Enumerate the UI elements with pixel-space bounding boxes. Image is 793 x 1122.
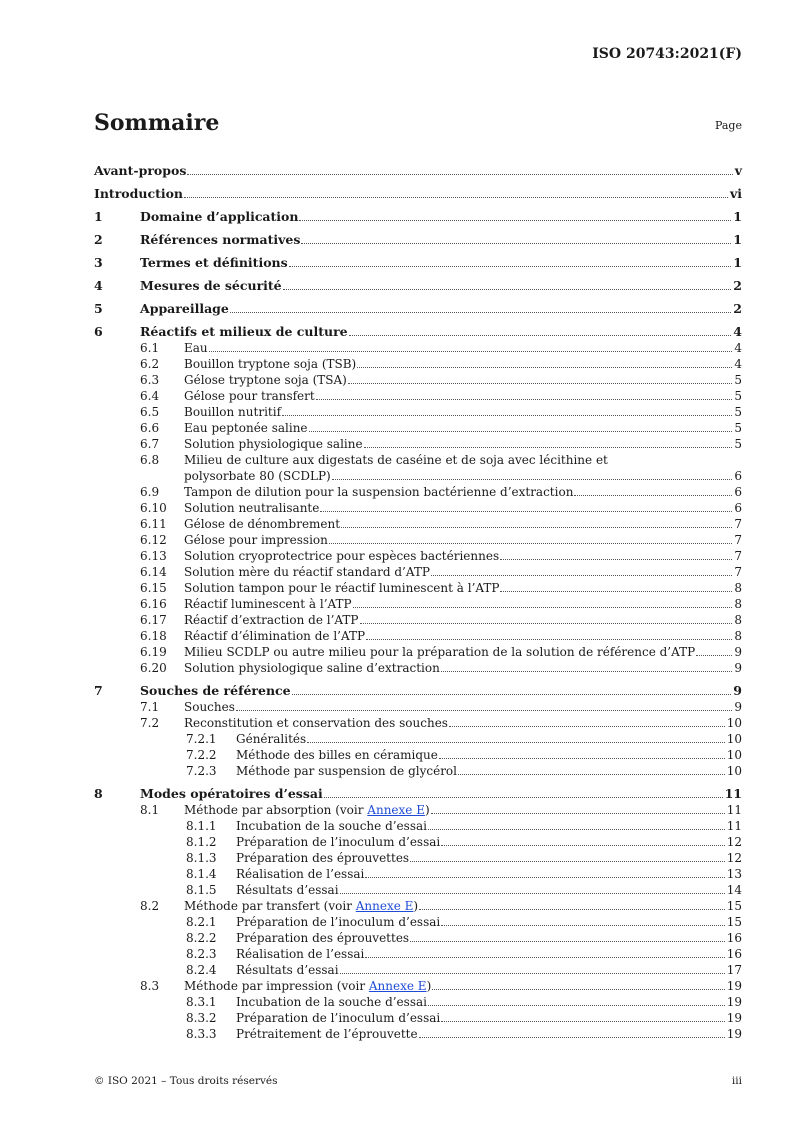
- toc-entry-subsection[interactable]: [94, 500, 742, 516]
- toc-title: Références normatives: [140, 232, 301, 247]
- toc-entry-section[interactable]: [94, 278, 742, 294]
- toc-page-number: 19: [726, 1027, 742, 1041]
- toc-entry-subsubsection[interactable]: [94, 731, 742, 747]
- toc-entry-line2[interactable]: [94, 468, 742, 484]
- toc-number: 6.2: [140, 357, 160, 371]
- toc-page-number: 7: [734, 517, 742, 531]
- toc-entry-subsubsection[interactable]: [94, 994, 742, 1010]
- toc-entry-subsubsection[interactable]: [94, 818, 742, 834]
- toc-page-number: 5: [734, 437, 742, 451]
- toc-page-number: 4: [733, 324, 742, 339]
- dot-leader: [360, 623, 733, 624]
- toc-entry-section[interactable]: [94, 255, 742, 271]
- toc-entry-subsection[interactable]: [94, 548, 742, 564]
- toc-title: Méthode par absorption (voir Annexe E): [184, 803, 430, 817]
- dot-leader: [209, 351, 733, 352]
- toc-number: 6.1: [140, 341, 160, 355]
- toc-entry-subsection[interactable]: [94, 628, 742, 644]
- toc-title: Préparation de l’inoculum d’essai: [236, 835, 441, 849]
- toc-number: 8.2.3: [186, 947, 217, 961]
- toc-title: Prétraitement de l’éprouvette: [236, 1027, 418, 1041]
- table-of-contents: [94, 156, 742, 1042]
- dot-leader: [236, 710, 732, 711]
- toc-title: Introduction: [94, 186, 184, 201]
- toc-page-number: 19: [726, 1011, 742, 1025]
- toc-page-number: 7: [734, 549, 742, 563]
- toc-entry-subsection[interactable]: [94, 532, 742, 548]
- toc-entry-section[interactable]: [94, 232, 742, 248]
- toc-entry-subsubsection[interactable]: [94, 747, 742, 763]
- dot-leader: [364, 447, 733, 448]
- toc-number: 7.2: [140, 716, 160, 730]
- toc-title: Gélose pour impression: [184, 533, 328, 547]
- toc-entry-line1[interactable]: [94, 452, 742, 468]
- toc-entry-subsection[interactable]: [94, 340, 742, 356]
- page-column-label: Page: [714, 119, 742, 132]
- toc-title: Résultats d’essai: [236, 883, 339, 897]
- toc-entry-front[interactable]: [94, 186, 742, 202]
- dot-leader: [419, 1037, 725, 1038]
- toc-entry-subsubsection[interactable]: [94, 914, 742, 930]
- dot-leader: [365, 877, 724, 878]
- toc-page-number: 8: [734, 629, 742, 643]
- dot-leader: [449, 726, 725, 727]
- annex-link[interactable]: Annexe E: [367, 803, 425, 817]
- toc-page-number: 2: [733, 301, 742, 316]
- toc-page-number: 5: [734, 421, 742, 435]
- toc-title: Méthode par suspension de glycérol: [236, 764, 457, 778]
- page-title: Sommaire: [94, 110, 220, 136]
- toc-entry-subsection[interactable]: [94, 596, 742, 612]
- toc-page-number: 6: [734, 501, 742, 515]
- toc-number: 8.3: [140, 979, 160, 993]
- dot-leader: [332, 479, 733, 480]
- toc-number: 5: [94, 301, 103, 316]
- toc-title: Préparation des éprouvettes: [236, 851, 410, 865]
- toc-entry-subsection[interactable]: [94, 660, 742, 676]
- dot-leader: [696, 655, 732, 656]
- toc-number: 8.2.2: [186, 931, 217, 945]
- toc-page-number: 1: [733, 209, 742, 224]
- toc-entry-subsubsection[interactable]: [94, 930, 742, 946]
- dot-leader: [309, 431, 733, 432]
- toc-number: 6: [94, 324, 103, 339]
- toc-entry-subsection[interactable]: [94, 612, 742, 628]
- toc-number: 7: [94, 683, 103, 698]
- toc-entry-subsection[interactable]: [94, 388, 742, 404]
- toc-title: Solution neutralisante: [184, 501, 320, 515]
- dot-leader: [500, 591, 732, 592]
- toc-number: 6.10: [140, 501, 167, 515]
- dot-leader: [500, 559, 732, 560]
- toc-title: Solution physiologique saline: [184, 437, 363, 451]
- toc-number: 6.17: [140, 613, 167, 627]
- dot-leader: [282, 415, 732, 416]
- toc-title: Réactif d’élimination de l’ATP: [184, 629, 366, 643]
- toc-entry-section[interactable]: [94, 683, 742, 699]
- toc-number: 7.2.1: [186, 732, 217, 746]
- footer-copyright: © ISO 2021 – Tous droits réservés: [94, 1075, 278, 1087]
- toc-page-number: 4: [734, 357, 742, 371]
- dot-leader: [366, 639, 732, 640]
- toc-title: Tampon de dilution pour la suspension bactérienne d’extraction: [184, 485, 574, 499]
- toc-number: 8: [94, 786, 103, 801]
- toc-title: Domaine d’application: [140, 209, 299, 224]
- toc-entry-section[interactable]: [94, 786, 742, 802]
- toc-page-number: 10: [726, 716, 742, 730]
- toc-entry-subsubsection[interactable]: [94, 946, 742, 962]
- toc-page-number: 19: [726, 995, 742, 1009]
- toc-entry-subsubsection[interactable]: [94, 1010, 742, 1026]
- toc-entry-subsection[interactable]: [94, 644, 742, 660]
- dot-leader: [292, 694, 732, 695]
- dot-leader: [441, 845, 724, 846]
- toc-title: Réalisation de l’essai: [236, 947, 365, 961]
- toc-entry-subsection[interactable]: [94, 564, 742, 580]
- toc-page-number: 11: [724, 786, 742, 801]
- dot-leader: [316, 399, 733, 400]
- toc-page-number: 16: [726, 947, 742, 961]
- dot-leader: [289, 266, 732, 267]
- toc-number: 8.2: [140, 899, 160, 913]
- toc-number: 6.3: [140, 373, 160, 387]
- dot-leader: [187, 174, 732, 175]
- toc-title: Préparation de l’inoculum d’essai: [236, 915, 441, 929]
- dot-leader: [353, 607, 733, 608]
- toc-title: Souches: [184, 700, 235, 714]
- toc-title: Méthode par impression (voir Annexe E): [184, 979, 432, 993]
- toc-title: Réactifs et milieux de culture: [140, 324, 348, 339]
- dot-leader: [184, 197, 728, 198]
- toc-title: Gélose tryptone soja (TSA): [184, 373, 347, 387]
- toc-entry-subsubsection[interactable]: [94, 850, 742, 866]
- toc-entry-section[interactable]: [94, 324, 742, 340]
- toc-number: 6.19: [140, 645, 167, 659]
- toc-page-number: 10: [726, 732, 742, 746]
- toc-title: Solution cryoprotectrice pour espèces bactériennes: [184, 549, 500, 563]
- toc-number: 6.12: [140, 533, 167, 547]
- toc-entry-subsection[interactable]: [94, 699, 742, 715]
- dot-leader: [428, 829, 725, 830]
- toc-number: 8.1.3: [186, 851, 217, 865]
- toc-number: 7.1: [140, 700, 160, 714]
- toc-page-number: 7: [734, 565, 742, 579]
- toc-number: 6.4: [140, 389, 160, 403]
- toc-entry-subsection[interactable]: [94, 580, 742, 596]
- toc-number: 6.5: [140, 405, 160, 419]
- toc-page-number: 7: [734, 533, 742, 547]
- toc-number: 4: [94, 278, 103, 293]
- toc-page-number: 4: [734, 341, 742, 355]
- toc-page-number: 14: [726, 883, 742, 897]
- dot-leader: [349, 335, 732, 336]
- dot-leader: [320, 511, 732, 512]
- toc-title: Bouillon nutritif: [184, 405, 282, 419]
- toc-number: 1: [94, 209, 103, 224]
- toc-page-number: 19: [726, 979, 742, 993]
- toc-number: 6.9: [140, 485, 160, 499]
- toc-title: Gélose pour transfert: [184, 389, 315, 403]
- footer-page-number: iii: [731, 1075, 742, 1087]
- toc-page-number: 8: [734, 597, 742, 611]
- dot-leader: [441, 1021, 724, 1022]
- toc-number: 8.1.4: [186, 867, 217, 881]
- toc-entry-subsubsection[interactable]: [94, 866, 742, 882]
- toc-page-number: 5: [734, 389, 742, 403]
- toc-title: Méthode par transfert (voir Annexe E): [184, 899, 419, 913]
- toc-page-number: 12: [726, 835, 742, 849]
- toc-entry-section[interactable]: [94, 209, 742, 225]
- dot-leader: [410, 861, 725, 862]
- toc-entry-subsection[interactable]: [94, 715, 742, 731]
- toc-number: 6.20: [140, 661, 167, 675]
- toc-page-number: 8: [734, 613, 742, 627]
- toc-entry-subsubsection[interactable]: [94, 834, 742, 850]
- toc-page-number: 11: [726, 819, 742, 833]
- toc-page-number: 11: [726, 803, 742, 817]
- toc-page-number: 9: [734, 645, 742, 659]
- toc-page-number: 9: [734, 661, 742, 675]
- toc-title: Solution mère du réactif standard d’ATP: [184, 565, 430, 579]
- toc-page-number: 6: [734, 485, 742, 499]
- toc-title: Réalisation de l’essai: [236, 867, 365, 881]
- toc-title: Gélose de dénombrement: [184, 517, 341, 531]
- dot-leader: [230, 312, 731, 313]
- toc-number: 6.18: [140, 629, 167, 643]
- toc-title: Méthode des billes en céramique: [236, 748, 438, 762]
- toc-number: 8.2.4: [186, 963, 217, 977]
- toc-title: Préparation des éprouvettes: [236, 931, 410, 945]
- toc-number: 6.7: [140, 437, 160, 451]
- toc-page-number: 5: [734, 373, 742, 387]
- toc-entry-subsubsection[interactable]: [94, 882, 742, 898]
- toc-page-number: 16: [726, 931, 742, 945]
- toc-title: Eau peptonée saline: [184, 421, 308, 435]
- toc-page-number: 6: [734, 469, 742, 483]
- dot-leader: [439, 758, 725, 759]
- toc-title: Réactif d’extraction de l’ATP: [184, 613, 359, 627]
- annex-link[interactable]: Annexe E: [355, 899, 414, 913]
- toc-number: 6.15: [140, 581, 167, 595]
- toc-number: 3: [94, 255, 103, 270]
- toc-number: 8.3.2: [186, 1011, 217, 1025]
- toc-title: Termes et définitions: [140, 255, 288, 270]
- dot-leader: [357, 367, 732, 368]
- toc-entry-subsection[interactable]: [94, 978, 742, 994]
- dot-leader: [348, 383, 732, 384]
- toc-title: Avant-propos: [94, 163, 187, 178]
- toc-number: 6.11: [140, 517, 167, 531]
- toc-title: Solution physiologique saline d’extraction: [184, 661, 440, 675]
- dot-leader: [365, 957, 724, 958]
- toc-page-number: v: [734, 163, 742, 178]
- toc-page-number: 5: [734, 405, 742, 419]
- toc-number: 8.1.2: [186, 835, 217, 849]
- toc-page-number: 9: [733, 683, 742, 698]
- dot-leader: [419, 909, 725, 910]
- toc-page-number: 15: [726, 915, 742, 929]
- toc-entry-subsection[interactable]: [94, 356, 742, 372]
- toc-title: Reconstitution et conservation des souches: [184, 716, 448, 730]
- dot-leader: [431, 813, 725, 814]
- toc-title: Bouillon tryptone soja (TSB): [184, 357, 357, 371]
- dot-leader: [428, 1005, 725, 1006]
- dot-leader: [441, 925, 724, 926]
- dot-leader: [324, 797, 723, 798]
- toc-title: Réactif luminescent à l’ATP: [184, 597, 352, 611]
- dot-leader: [431, 575, 732, 576]
- toc-page-number: 1: [733, 255, 742, 270]
- toc-entry-subsection[interactable]: [94, 420, 742, 436]
- toc-page-number: 8: [734, 581, 742, 595]
- toc-number: 2: [94, 232, 103, 247]
- toc-entry-subsection[interactable]: [94, 516, 742, 532]
- toc-number: 8.3.1: [186, 995, 217, 1009]
- toc-number: 7.2.2: [186, 748, 217, 762]
- toc-entry-subsection[interactable]: [94, 898, 742, 914]
- dot-leader: [283, 289, 732, 290]
- toc-title: Milieu SCDLP ou autre milieu pour la préparation de la solution de référence d’ATP: [184, 645, 696, 659]
- toc-title: Souches de référence: [140, 683, 291, 698]
- toc-title: Préparation de l’inoculum d’essai: [236, 1011, 441, 1025]
- toc-entry-subsection[interactable]: [94, 484, 742, 500]
- toc-entry-subsection[interactable]: [94, 372, 742, 388]
- toc-entry-subsubsection[interactable]: [94, 962, 742, 978]
- toc-title: Résultats d’essai: [236, 963, 339, 977]
- toc-title: Mesures de sécurité: [140, 278, 282, 293]
- toc-number: 8.1.5: [186, 883, 217, 897]
- annex-link[interactable]: Annexe E: [368, 979, 427, 993]
- toc-number: 6.13: [140, 549, 167, 563]
- toc-entry-subsection[interactable]: [94, 404, 742, 420]
- toc-entry-subsection[interactable]: [94, 436, 742, 452]
- document-id: ISO 20743:2021(F): [592, 46, 742, 62]
- toc-page-number: 10: [726, 748, 742, 762]
- dot-leader: [340, 973, 725, 974]
- toc-title: Incubation de la souche d’essai: [236, 995, 427, 1009]
- toc-title: Eau: [184, 341, 208, 355]
- toc-page-number: 17: [726, 963, 742, 977]
- toc-number: 6.6: [140, 421, 160, 435]
- toc-title: Milieu de culture aux digestats de caséine et de soja avec lécithine et: [184, 453, 608, 467]
- dot-leader: [307, 742, 725, 743]
- toc-title: Appareillage: [140, 301, 229, 316]
- toc-page-number: 10: [726, 764, 742, 778]
- toc-number: 6.14: [140, 565, 167, 579]
- toc-number: 6.8: [140, 453, 160, 467]
- toc-title-continued: polysorbate 80 (SCDLP): [184, 469, 331, 483]
- toc-page-number: 1: [733, 232, 742, 247]
- dot-leader: [329, 543, 733, 544]
- toc-title: Modes opératoires d’essai: [140, 786, 323, 801]
- toc-entry-front[interactable]: [94, 163, 742, 179]
- dot-leader: [441, 671, 733, 672]
- toc-page-number: 15: [726, 899, 742, 913]
- toc-number: 6.16: [140, 597, 167, 611]
- toc-page-number: 9: [734, 700, 742, 714]
- toc-number: 8.2.1: [186, 915, 217, 929]
- dot-leader: [301, 243, 731, 244]
- toc-page-number: 2: [733, 278, 742, 293]
- toc-page-number: vi: [729, 186, 742, 201]
- toc-entry-subsubsection[interactable]: [94, 763, 742, 779]
- toc-number: 8.1: [140, 803, 160, 817]
- toc-entry-subsection[interactable]: [94, 802, 742, 818]
- toc-entry-subsubsection[interactable]: [94, 1026, 742, 1042]
- dot-leader: [341, 527, 732, 528]
- toc-page-number: 12: [726, 851, 742, 865]
- toc-entry-section[interactable]: [94, 301, 742, 317]
- dot-leader: [340, 893, 725, 894]
- toc-page-number: 13: [726, 867, 742, 881]
- dot-leader: [574, 495, 732, 496]
- toc-number: 8.1.1: [186, 819, 217, 833]
- toc-number: 8.3.3: [186, 1027, 217, 1041]
- toc-title: Solution tampon pour le réactif luminescent à l’ATP: [184, 581, 500, 595]
- dot-leader: [458, 774, 725, 775]
- dot-leader: [432, 989, 724, 990]
- dot-leader: [410, 941, 725, 942]
- toc-title: Incubation de la souche d’essai: [236, 819, 427, 833]
- dot-leader: [299, 220, 731, 221]
- toc-title: Généralités: [236, 732, 307, 746]
- toc-number: 7.2.3: [186, 764, 217, 778]
